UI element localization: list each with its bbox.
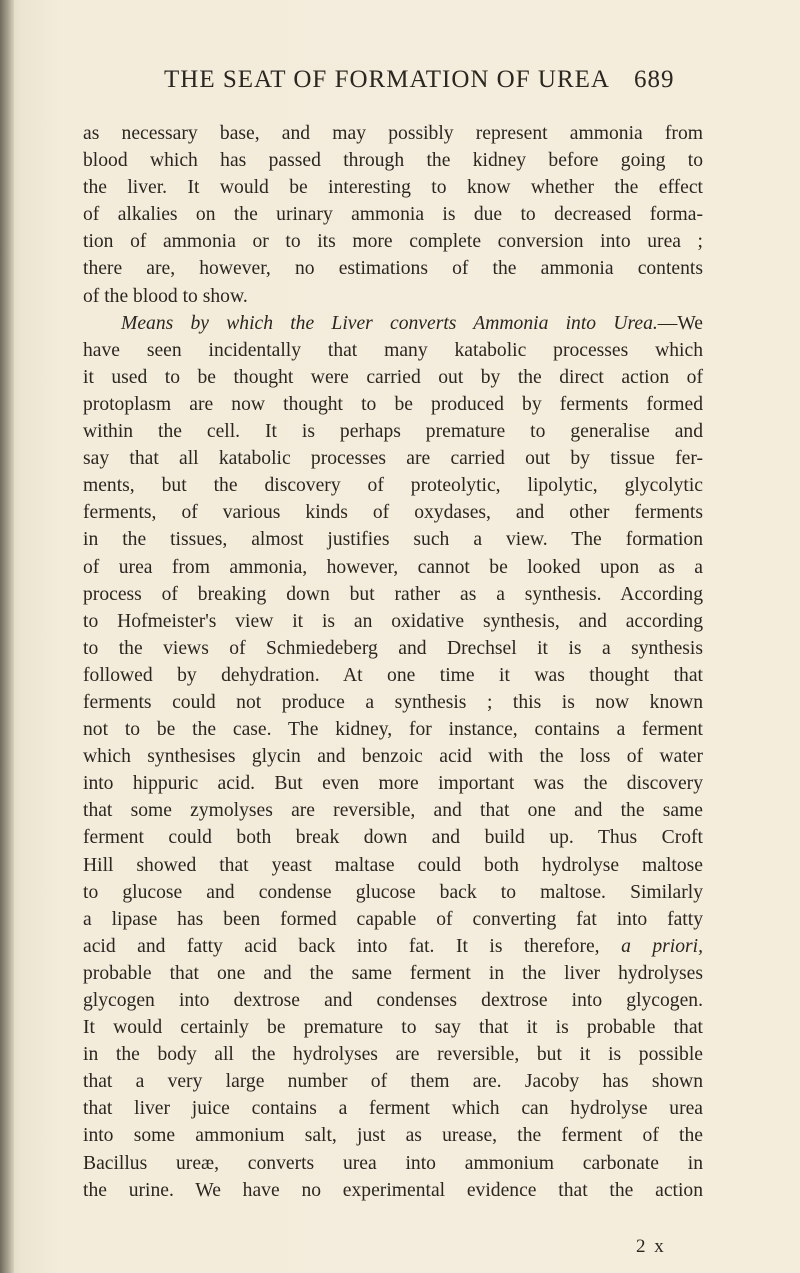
text-line: not to be the case. The kidney, for instance, contains a ferment [83,719,703,741]
text-line: it used to be thought were carried out by the direct action of [83,366,703,388]
page-number: 689 [634,66,675,93]
text-line: ferments could not produce a synthesis ; this is now known [83,691,703,713]
printer-signature-mark: 2 x [636,1236,666,1257]
text-line: of alkalies on the urinary ammonia is due to decreased forma- [83,204,703,226]
text-line: to glucose and condense glucose back to maltose. Similarly [83,881,703,903]
text-line: It would certainly be premature to say that it is probable that [83,1017,703,1039]
text-line: glycogen into dextrose and condenses dextrose into glycogen. [83,990,703,1011]
text-line: as necessary base, and may possibly represent ammonia from [83,123,703,144]
running-header [164,66,675,94]
text-line: which synthesises glycin and benzoic acid with the loss of water [83,746,703,768]
text-line: ferments, of various kinds of oxydases, and other ferments [83,502,703,524]
text-line: have seen incidentally that many katabolic processes which [83,339,703,361]
text-line: there are, however, no estimations of the ammonia contents [83,258,703,280]
text-line: say that all katabolic processes are carried out by tissue fer- [83,448,703,470]
text-line: ferment could both break down and build up. Thus Croft [83,827,703,849]
text-line: that liver juice contains a ferment which can hydrolyse urea [83,1098,703,1120]
section-heading-line [83,310,703,337]
text-line: of urea from ammonia, however, cannot be looked upon as a [83,556,703,578]
text-line: process of breaking down but rather as a synthesis. According [83,583,703,605]
text-line: the liver. It would be interesting to know whether the effect [83,177,703,199]
text-line: that some zymolyses are reversible, and that one and the same [83,800,703,822]
text-line: in the tissues, almost justifies such a view. The formation [83,529,703,551]
text-line: tion of ammonia or to its more complete conversion into urea ; [83,231,703,253]
heading-continuation: —We [657,312,703,334]
text-line: to the views of Schmiedeberg and Drechsel it is a synthesis [83,637,703,659]
text-line: probable that one and the same ferment in the liver hydrolyses [83,962,703,984]
apriori-italic: a priori, [621,935,703,957]
text-line: a lipase has been formed capable of converting fat into fatty [83,908,703,930]
text-line: within the cell. It is perhaps premature to generalise and [83,421,703,443]
text-line-apriori [83,933,703,960]
text-line: into some ammonium salt, just as urease, the ferment of the [83,1125,703,1147]
chapter-title: THE SEAT OF FORMATION OF UREA [164,66,610,93]
body-text [83,120,703,1204]
text-line: followed by dehydration. At one time it was thought that [83,664,703,686]
text-line: into hippuric acid. But even more important was the discovery [83,773,703,795]
text-line: Hill showed that yeast maltase could both hydrolyse maltose [83,854,703,876]
text-line: to Hofmeister's view it is an oxidative synthesis, and according [83,610,703,632]
book-binding-edge [0,0,14,1273]
text-line: in the body all the hydrolyses are reversible, but it is possible [83,1044,703,1066]
text-line: the urine. We have no experimental evidence that the action [83,1179,703,1201]
text-line: of the blood to show. [83,285,248,307]
text-line: blood which has passed through the kidney before going to [83,150,703,172]
apriori-line-text: acid and fatty acid back into fat. It is therefore, [83,935,600,957]
text-line: that a very large number of them are. Jacoby has shown [83,1071,703,1093]
text-line: ments, but the discovery of proteolytic, lipolytic, glycolytic [83,475,703,497]
section-heading: Means by which the Liver converts Ammonia into Urea. [121,312,658,334]
text-line: protoplasm are now thought to be produced by ferments formed [83,393,703,415]
text-line: Bacillus ureæ, converts urea into ammonium carbonate in [83,1152,703,1174]
